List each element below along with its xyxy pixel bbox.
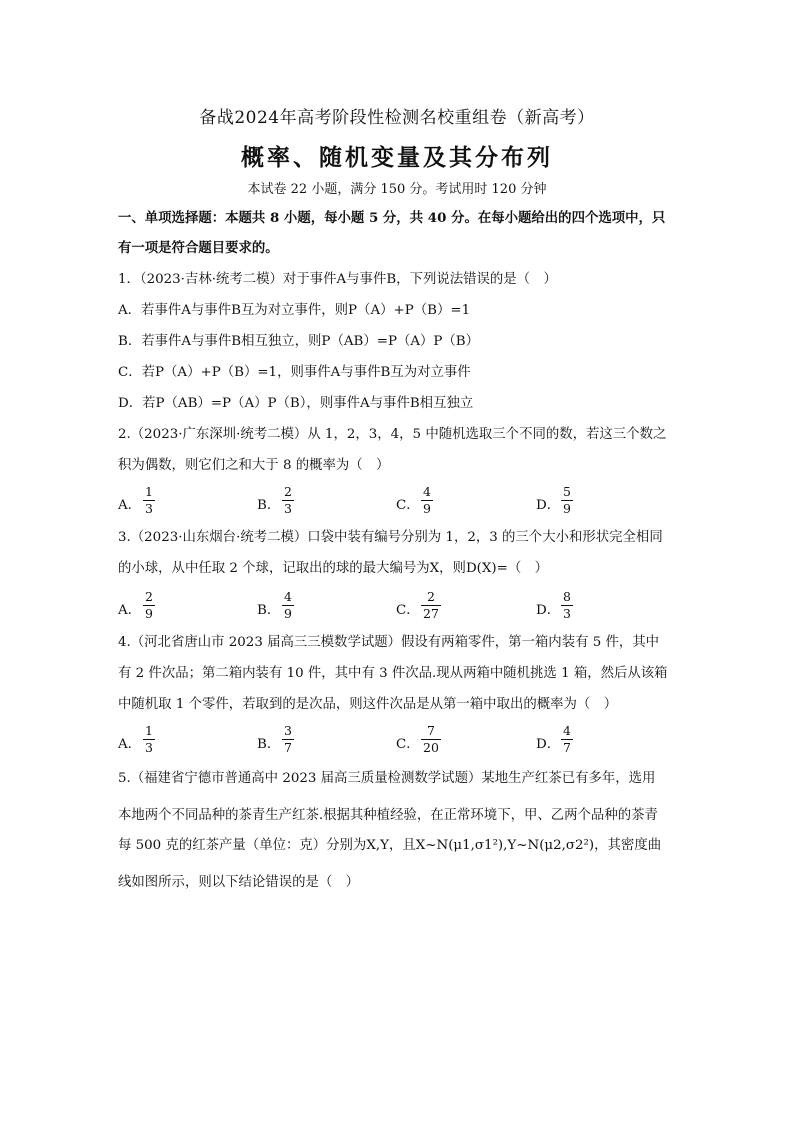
denominator: 9 — [423, 501, 431, 516]
numerator: 2 — [426, 589, 435, 604]
numerator: 2 — [145, 589, 153, 604]
exam-title: 概率、随机变量及其分布列 — [241, 144, 553, 171]
option-label: B． — [257, 737, 281, 752]
denominator: 3 — [145, 740, 153, 755]
denominator: 7 — [563, 740, 571, 755]
q1-option-b: B．若事件A与事件B相互独立，则P（AB）=P（A）P（B） — [118, 334, 480, 349]
q5-stem-line3: 每 500 克的红茶产量（单位：克）分别为X,Y，且X~N(μ1,σ1²),Y~N(μ2,σ2²)，其密度曲 — [118, 838, 662, 853]
option-label: C． — [396, 603, 420, 618]
exam-subtitle: 备战2024年高考阶段性检测名校重组卷（新高考） — [199, 108, 595, 128]
q4-stem-line2: 有 2 件次品；第二箱内装有 10 件，其中有 3 件次品.现从两箱中随机挑选 1 箱，然后从该箱 — [118, 666, 668, 681]
fraction — [282, 590, 294, 621]
option-label: D． — [536, 498, 561, 513]
denominator: 9 — [563, 501, 571, 516]
denominator: 9 — [145, 606, 153, 621]
section-heading-line2: 有一项是符合题目要求的。 — [118, 240, 279, 256]
exam-info: 本试卷 22 小题，满分 150 分。考试用时 120 分钟 — [247, 182, 547, 197]
q1-option-c: C．若P（A）+P（B）=1，则事件A与事件B互为对立事件 — [118, 365, 471, 380]
option-label: A． — [118, 498, 142, 513]
q4-stem-line1: 4.（河北省唐山市 2023 届高三三模数学试题）假设有两箱零件，第一箱内装有 5 件，其中 — [118, 635, 660, 650]
q1-option-d: D．若P（AB）=P（A）P（B），则事件A与事件B相互独立 — [118, 396, 474, 411]
q1-stem: 1．（2023·吉林·统考二模）对于事件A与事件B，下列说法错误的是（ ） — [118, 272, 557, 287]
option-label: B． — [257, 603, 281, 618]
fraction — [143, 724, 155, 755]
q3-stem-line2: 的小球，从中任取 2 个球，记取出的球的最大编号为X，则D(X)=（ ） — [118, 561, 549, 576]
denominator: 20 — [423, 740, 439, 755]
option-label: A． — [118, 603, 142, 618]
fraction — [561, 485, 573, 516]
fraction — [561, 724, 573, 755]
fraction — [421, 485, 433, 516]
numerator: 4 — [423, 484, 431, 499]
q2-stem-line1: 2.（2023·广东深圳·统考二模）从 1，2，3，4，5 中随机选取三个不同的数，若这三个数之 — [118, 427, 667, 442]
fraction — [143, 485, 155, 516]
numerator: 7 — [426, 723, 435, 738]
option-label: C． — [396, 498, 420, 513]
numerator: 5 — [563, 484, 571, 499]
q5-stem-line2: 本地两个不同品种的茶青生产红茶.根据其种植经验，在正常环境下，甲、乙两个品种的茶青 — [118, 808, 658, 823]
denominator: 3 — [145, 501, 153, 516]
denominator: 27 — [423, 606, 439, 621]
fraction — [282, 485, 294, 516]
q5-stem-line4: 线如图所示，则以下结论错误的是（ ） — [118, 875, 360, 890]
option-label: B． — [257, 498, 281, 513]
numerator: 1 — [145, 723, 153, 738]
q2-stem-line2: 积为偶数，则它们之和大于 8 的概率为（ ） — [118, 458, 390, 473]
q4-stem-line3: 中随机取 1 个零件，若取到的是次品，则这件次品是从第一箱中取出的概率为（ ） — [118, 697, 618, 712]
option-label: D． — [536, 603, 561, 618]
numerator: 2 — [284, 484, 292, 499]
option-label: C． — [396, 737, 420, 752]
option-label: D． — [536, 737, 561, 752]
fraction — [421, 590, 441, 621]
q5-stem-line1: 5.（福建省宁德市普通高中 2023 届高三质量检测数学试题）某地生产红茶已有多年，选用 — [118, 771, 656, 786]
denominator: 9 — [284, 606, 292, 621]
q3-stem-line1: 3.（2023·山东烟台·统考二模）口袋中装有编号分别为 1，2，3 的三个大小和形状完全相同 — [118, 530, 663, 545]
option-label: A． — [118, 737, 142, 752]
numerator: 3 — [284, 723, 292, 738]
numerator: 1 — [145, 484, 153, 499]
fraction — [282, 724, 294, 755]
denominator: 7 — [284, 740, 292, 755]
numerator: 8 — [563, 589, 571, 604]
q1-option-a: A．若事件A与事件B互为对立事件，则P（A）+P（B）=1 — [118, 303, 471, 318]
denominator: 3 — [563, 606, 571, 621]
section-heading-line1: 一、单项选择题：本题共 8 小题，每小题 5 分，共 40 分。在每小题给出的四个选项中，只 — [118, 210, 666, 226]
fraction — [421, 724, 441, 755]
numerator: 4 — [284, 589, 292, 604]
numerator: 4 — [563, 723, 571, 738]
denominator: 3 — [284, 501, 292, 516]
fraction — [561, 590, 573, 621]
fraction — [143, 590, 155, 621]
